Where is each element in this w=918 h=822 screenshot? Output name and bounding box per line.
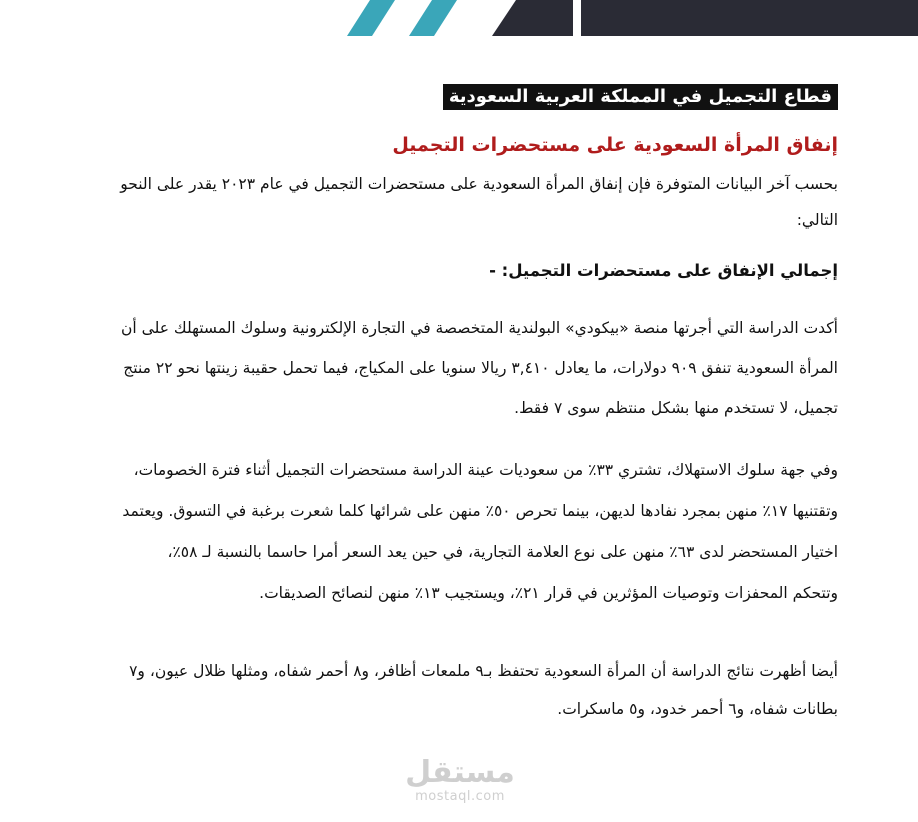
dark-band-1 — [492, 0, 573, 36]
header-decoration — [0, 0, 918, 36]
document-title: قطاع التجميل في المملكة العربية السعودية — [443, 84, 838, 110]
intro-paragraph: بحسب آخر البيانات المتوفرة فإن إنفاق المرأة السعودية على مستحضرات التجميل في عام ٢٠٢٣ يقدر على النحو التالي: — [120, 175, 838, 229]
section-heading: إجمالي الإنفاق على مستحضرات التجميل: - — [489, 261, 838, 280]
section-subtitle: إنفاق المرأة السعودية على مستحضرات التجميل — [392, 134, 838, 156]
mostaql-watermark — [400, 756, 520, 804]
body-paragraph: وفي جهة سلوك الاستهلاك، تشتري ٣٣٪ من سعوديات عينة الدراسة مستحضرات التجميل أثناء فترة الخصومات، وتقتنيها ١٧٪ منهن بمجرد نفادها لديهن، بينما تحرص ٥٠٪ منهن على شرائها كلما شعرت برغبة في التسوق. ويعتمد اختيار المستحضر لدى ٦٣٪ منهن على نوع العلامة التجارية، في حين يعد السعر أمرا حاسما بالنسبة لـ ٥٨٪، وتتحكم المحفزات وتوصيات المؤثرين في قرار ٢١٪، ويستجيب ١٣٪ منهن لنصائح الصديقات. — [122, 461, 838, 602]
watermark-arabic: مستقل — [405, 755, 515, 790]
watermark-latin: mostaql.com — [415, 789, 505, 804]
teal-stripe-1 — [347, 0, 395, 36]
body-paragraph: أيضا أظهرت نتائج الدراسة أن المرأة السعودية تحتفظ بـ٩ ملمعات أظافر، و٨ أحمر شفاه، ومثلها ظلال عيون، و٧ بطانات شفاه، و٦ أحمر خدود، و٥ ماسكرات. — [129, 662, 838, 718]
body-paragraph: أكدت الدراسة التي أجرتها منصة «بيكودي» البولندية المتخصصة في التجارة الإلكترونية وسلوك المستهلك على أن المرأة السعودية تنفق ٩٠٩ دولارات، ما يعادل ٣,٤١٠ ريالا سنويا على المكياج، فيما تحمل حقيبة زينتها نحو ٢٢ منتج تجميل، لا تستخدم منها بشكل منتظم سوى ٧ فقط. — [121, 319, 838, 417]
dark-band-2 — [581, 0, 918, 36]
teal-stripe-2 — [409, 0, 457, 36]
document-body — [118, 84, 838, 728]
